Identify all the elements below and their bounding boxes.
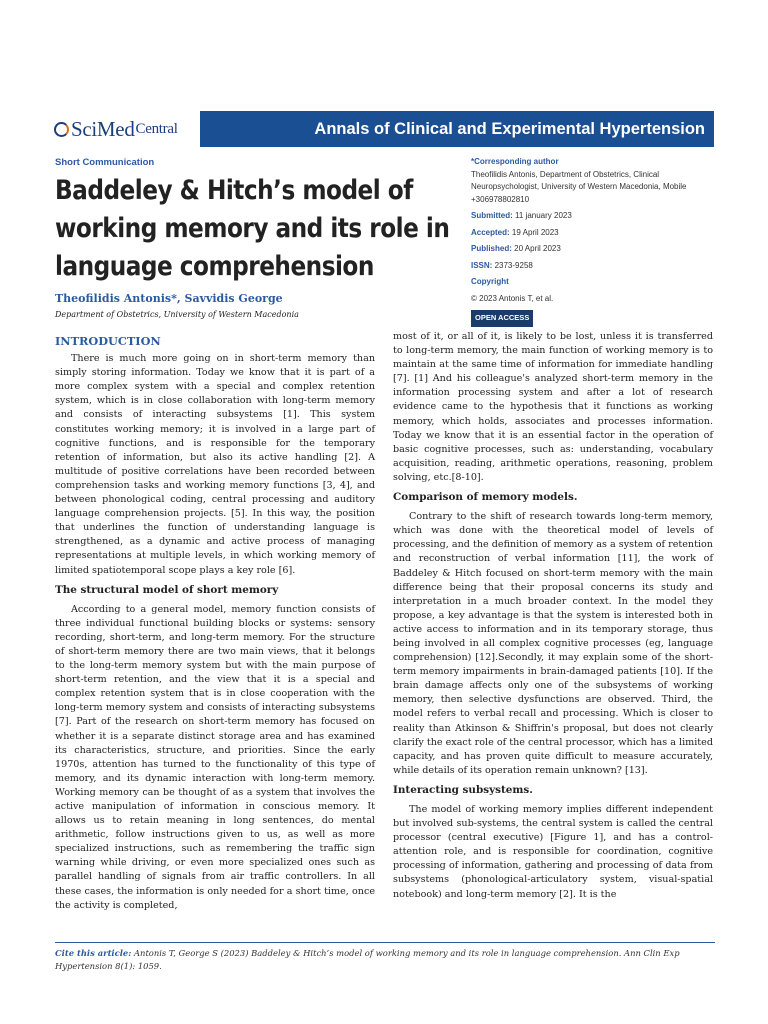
submitted-date: 11 january 2023 [515, 211, 572, 220]
article-title: Baddeley & Hitch’s model of working memory and its role in language comprehension [55, 175, 450, 282]
left-column [55, 330, 375, 913]
copyright-label: Copyright [471, 277, 509, 286]
logo-circle-icon [54, 122, 69, 137]
published-label: Published: [471, 244, 512, 253]
accepted-row [471, 227, 716, 240]
issn-label: ISSN: [471, 260, 493, 270]
footer-divider [55, 942, 715, 943]
copyright-value: © 2023 Antonis T, et al. [471, 293, 554, 303]
cite-label: Cite this article: [55, 948, 132, 958]
intro-paragraph: There is much more going on in short-term memory than simply storing information. Today we know that it is part of a more complex system with a special and complex retention system, which is in close collaboration with long-term memory and consists of interacting subsystems [1]. This system constitutes working memory; it is involved in a large part of cognitive functions, and is responsible for the temporary retention of information, but also its active handling [2]. A multitude of positive correlations have been recorded between comprehension tasks and working memory functions [3, 4], and between phonological coding, central processing and auditory language comprehension projects. [5]. In this way, the position that underlines the function of understanding language is strengthened, as a dynamic and active process of managing representations at multiple levels, in which working memory of limited spatiotemporal scope plays a key role [6]. [55, 353, 375, 576]
continued-paragraph: most of it, or all of it, is likely to be lost, unless it is transferred to long-term memory, the main function of working memory is to maintain at the same time of information for immediate handling [7]. [1] And his colleague's analyzed short-term memory in the information processing system and after a lot of research evidence came to the hypothesis that it functions as working memory, which holds, associates and processes information. Today we know that it is an essential factor in the operation of basic cognitive processes, such as: understanding, vocabulary acquisition, reading, arithmetic operations, reasoning, problem solving, etc.[8-10]. [393, 331, 713, 483]
published-date: 20 April 2023 [514, 244, 561, 253]
open-access-badge: OPEN ACCESS [471, 310, 533, 327]
author-list[interactable]: Theofilidis Antonis*, Savvidis George [55, 292, 283, 305]
submitted-row [471, 210, 716, 223]
cite-text: Antonis T, George S (2023) Baddeley & Hitch’s model of working memory and its role in language comprehension. Ann Clin Exp Hypertension 8(1): 1059. [55, 948, 680, 971]
citation [55, 947, 715, 973]
introduction-heading: INTRODUCTION [55, 334, 161, 348]
right-column [393, 330, 713, 902]
corresponding-author-text: Theofilidis Antonis, Department of Obstetrics, Clinical Neuropsychologist, University of Western Macedonia, Mobile +306978802810 [471, 169, 687, 204]
journal-header [0, 108, 768, 148]
logo-sub: Central [135, 120, 178, 137]
affiliation: Department of Obstetrics, University of Western Macedonia [55, 310, 299, 319]
corresponding-author-heading: *Corresponding author [471, 157, 559, 166]
interacting-heading: Interacting subsystems. [393, 783, 533, 796]
structural-model-heading: The structural model of short memory [55, 583, 279, 596]
article-info-sidebar [471, 156, 716, 327]
structural-model-paragraph: According to a general model, memory function consists of three individual functional building blocks or systems: sensory recording, short-term, and long-term memory. For the structure of short-term memory there are two main views, that it belongs to the long-term memory system but with the main purpose of short-term retention, and the view that it is a special and complex retention system that is in close cooperation with the long-term memory system and consists of interacting subsystems [7]. Part of the research on short-term memory has focused on whether it is a separate distinct storage area and has examined its characteristics, structure, and priorities. Since the early 1970s, attention has turned to the functionality of this type of memory, and its dynamic interaction with long-term memory. Working memory can be thought of as a system that involves the active manipulation of information in conscious memory. It allows us to retain meaning in long sentences, do mental arithmetic, follow instructions given to us, as well as more specialized instructions, such as remembering the traffic sign warning while driving, or even more specialized ones such as parallel handling of signals from air traffic controllers. In all these cases, the information is only needed for a short time, once the activity is completed, [55, 603, 375, 911]
accepted-date: 19 April 2023 [511, 227, 559, 237]
issn-value: 2373-9258 [494, 260, 533, 270]
journal-banner: Annals of Clinical and Experimental Hypertension [200, 111, 714, 147]
interacting-paragraph: The model of working memory implies different independent but involved sub-systems, the central system is called the central processor (central executive) [Figure 1], and has a control-attention role, and is responsible for coordination, cognitive processing of information, gathering and processing of data from subsystems (phonological-articulatory system, visual-spatial notebook) and long-term memory [2]. It is the [393, 804, 713, 900]
issn-row [471, 260, 716, 273]
submitted-label: Submitted: [471, 211, 513, 220]
published-row [471, 243, 716, 256]
scimedcentral-logo[interactable] [54, 114, 178, 144]
logo-main: SciMed [71, 116, 135, 141]
accepted-label: Accepted: [471, 227, 510, 237]
comparison-heading: Comparison of memory models. [393, 491, 578, 504]
article-type: Short Communication [55, 157, 155, 168]
comparison-paragraph: Contrary to the shift of research towards long-term memory, which was done with the theoretical model of levels of processing, and the definition of memory as a system of retention and reconstruction of verbal information [11], the work of Baddeley & Hitch focused on short-term memory with the main difference being that their proposal concerns its study and interpretation in a much broader context. In the model they propose, a key advantage is that the system is interested both in active access to information and in its temporary storage, thus being involved in all complex cognitive processes (eg, language comprehension) [12].Secondly, it may explain some of the short-term memory impairments in brain-damaged patients [10]. If the brain damage affects only one of the subsystems of working memory, then selective dysfunctions are observed. Third, the model refers to verbal recall and processing. Which is closer to reality than Atkinson & Shiffrin's proposal, but does not clearly clarify the exact role of the central processor, which has a limited capacity, and has proven quite difficult to measure accurately, while details of its operation remain unknown? [13]. [393, 511, 713, 776]
